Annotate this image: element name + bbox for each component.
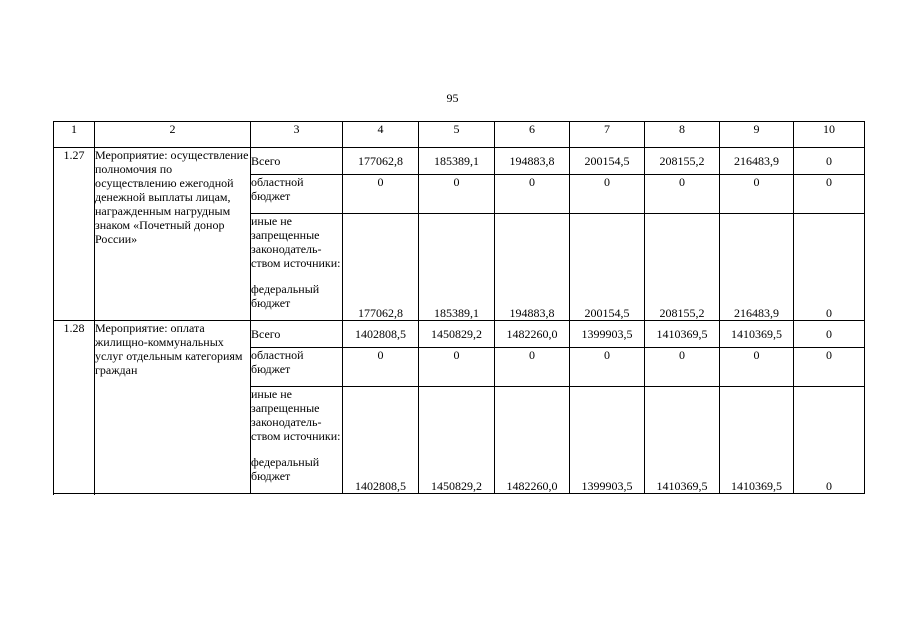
value-cell: 200154,5	[570, 148, 645, 175]
header-row	[54, 122, 865, 148]
value-cell: 0	[343, 175, 419, 214]
value-cell	[419, 387, 495, 494]
value-cell: 0	[645, 348, 720, 387]
federal-value: 1399903,5	[581, 479, 633, 493]
federal-value: 0	[826, 306, 832, 320]
value-cell	[570, 387, 645, 494]
value-cell: 208155,2	[645, 148, 720, 175]
value-cell: 177062,8	[343, 148, 419, 175]
value-cell: 0	[794, 348, 865, 387]
value-cell: 1402808,5	[343, 321, 419, 348]
value-cell: 0	[645, 175, 720, 214]
value-cell	[419, 214, 495, 321]
federal-value: 208155,2	[659, 306, 705, 320]
value-cell: 0	[419, 175, 495, 214]
funding-source-other-label: иные не запрещенные законодатель-ством источники:	[251, 387, 341, 443]
value-cell	[720, 214, 794, 321]
budget-table	[53, 121, 865, 494]
value-cell: 1410369,5	[720, 321, 794, 348]
funding-source-other	[251, 387, 343, 494]
header-cell: 3	[251, 122, 343, 148]
measure-description: Мероприятие: осуществление полномочия по осуществлению ежегодной денежной выплаты лицам, награжденным нагрудным знаком «Почетный донор России»	[95, 148, 251, 321]
value-cell	[794, 387, 865, 494]
federal-value: 177062,8	[358, 306, 403, 320]
header-cell: 1	[54, 122, 95, 148]
funding-source-total: Всего	[251, 148, 343, 175]
value-cell: 1399903,5	[570, 321, 645, 348]
value-cell	[720, 387, 794, 494]
federal-value: 1450829,2	[431, 479, 482, 493]
header-cell: 4	[343, 122, 419, 148]
federal-value: 0	[826, 479, 832, 493]
value-cell	[645, 214, 720, 321]
value-cell	[343, 387, 419, 494]
funding-source-federal: федеральный бюджет	[251, 282, 320, 310]
row-number: 1.27	[54, 148, 95, 321]
header-cell: 8	[645, 122, 720, 148]
funding-source-total: Всего	[251, 321, 343, 348]
federal-value: 1410369,5	[731, 479, 782, 493]
value-cell: 0	[794, 321, 865, 348]
value-cell: 1482260,0	[495, 321, 570, 348]
header-cell: 2	[95, 122, 251, 148]
value-cell: 1410369,5	[645, 321, 720, 348]
header-cell: 5	[419, 122, 495, 148]
federal-value: 1482260,0	[506, 479, 558, 493]
header-cell: 10	[794, 122, 865, 148]
header-cell: 6	[495, 122, 570, 148]
federal-value: 200154,5	[584, 306, 630, 320]
value-cell	[343, 214, 419, 321]
value-cell: 1450829,2	[419, 321, 495, 348]
value-cell: 0	[794, 175, 865, 214]
value-cell: 0	[495, 348, 570, 387]
federal-value: 194883,8	[509, 306, 555, 320]
value-cell: 0	[794, 148, 865, 175]
value-cell	[570, 214, 645, 321]
federal-value: 216483,9	[734, 306, 779, 320]
table-row-total	[54, 148, 865, 175]
value-cell: 0	[343, 348, 419, 387]
page-number: 95	[446, 91, 459, 105]
value-cell: 185389,1	[419, 148, 495, 175]
value-cell	[794, 214, 865, 321]
row-number: 1.28	[54, 321, 95, 494]
funding-source-oblast: областной бюджет	[251, 175, 343, 214]
value-cell: 0	[495, 175, 570, 214]
measure-description: Мероприятие: оплата жилищно-коммунальных услуг отдельным категориям граждан	[95, 321, 251, 494]
table-row-total	[54, 321, 865, 348]
value-cell	[645, 387, 720, 494]
value-cell	[495, 214, 570, 321]
funding-source-oblast: областной бюджет	[251, 348, 343, 387]
funding-source-federal: федеральный бюджет	[251, 455, 320, 483]
header-cell: 9	[720, 122, 794, 148]
value-cell	[495, 387, 570, 494]
value-cell: 0	[570, 175, 645, 214]
federal-value: 185389,1	[434, 306, 479, 320]
header-cell: 7	[570, 122, 645, 148]
value-cell: 216483,9	[720, 148, 794, 175]
value-cell: 0	[720, 348, 794, 387]
federal-value: 1402808,5	[355, 479, 406, 493]
value-cell: 0	[419, 348, 495, 387]
federal-value: 1410369,5	[656, 479, 708, 493]
value-cell: 194883,8	[495, 148, 570, 175]
value-cell: 0	[720, 175, 794, 214]
funding-source-other	[251, 214, 343, 321]
value-cell: 0	[570, 348, 645, 387]
funding-source-other-label: иные не запрещенные законодатель-ством источники:	[251, 214, 341, 270]
